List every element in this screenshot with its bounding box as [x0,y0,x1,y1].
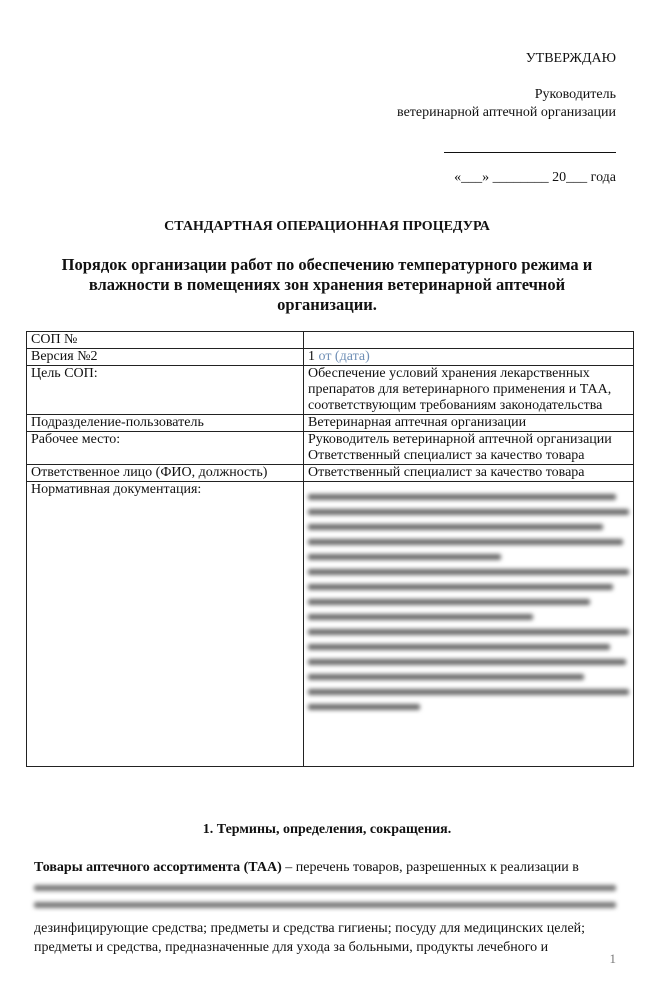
terms-paragraph [34,858,616,957]
row-value [304,349,634,366]
workplace-line1: Руководитель ветеринарной аптечной организации [308,432,612,447]
row-value [304,332,634,349]
paragraph-line: предметы и средства, предназначенные для ухода за больными, продукты лечебного и [34,940,549,955]
table-row [27,332,634,349]
table-row [27,366,634,415]
row-value [304,432,634,465]
table-row [27,415,634,432]
table-row [27,465,634,482]
blurred-text-block [308,482,629,766]
paragraph-line: дезинфицирующие средства; предметы и средства гигиены; посуду для медицинских целей; [34,921,586,936]
approve-title: УТВЕРЖДАЮ [525,51,616,66]
term-lead-rest: – перечень товаров, разрешенных к реализации в [281,860,579,875]
workplace-line2: Ответственный специалист за качество товара [308,448,585,463]
version-date-placeholder: от (дата) [318,349,370,364]
approval-block [356,50,616,187]
table-row [27,349,634,366]
table-row [27,482,634,767]
row-value: Обеспечение условий хранения лекарственных препаратов для ветеринарного применения и ТАА, соответствующим требованиям законодательства [304,366,634,415]
document-title: Порядок организации работ по обеспечению температурного режима и влажности в помещениях зон хранения ветеринарной аптечной организации. [61,255,593,314]
row-label: Подразделение-пользователь [27,415,304,432]
row-label: Ответственное лицо (ФИО, должность) [27,465,304,482]
row-label: Рабочее место: [27,432,304,465]
page-number: 1 [609,951,616,966]
row-label: Версия №2 [27,349,304,366]
section-heading: 1. Термины, определения, сокращения. [202,822,452,837]
version-number: 1 [308,349,315,364]
signature-line [444,152,616,153]
regulatory-docs-blurred [304,482,634,767]
approver-position-line2: ветеринарной аптечной организации [397,105,616,120]
row-label: СОП № [27,332,304,349]
row-label: Нормативная документация: [27,482,304,767]
row-label: Цель СОП: [27,366,304,415]
row-value: Ветеринарная аптечная организации [304,415,634,432]
approver-position-line1: Руководитель [534,87,616,102]
sop-info-table [26,331,634,767]
blurred-text-block [34,885,616,908]
row-value: Ответственный специалист за качество товара [304,465,634,482]
sop-heading: СТАНДАРТНАЯ ОПЕРАЦИОННАЯ ПРОЦЕДУРА [164,219,490,234]
table-row [27,432,634,465]
approval-date-line: «___» ________ 20___ года [454,170,616,185]
term-lead: Товары аптечного ассортимента (ТАА) [34,860,282,875]
